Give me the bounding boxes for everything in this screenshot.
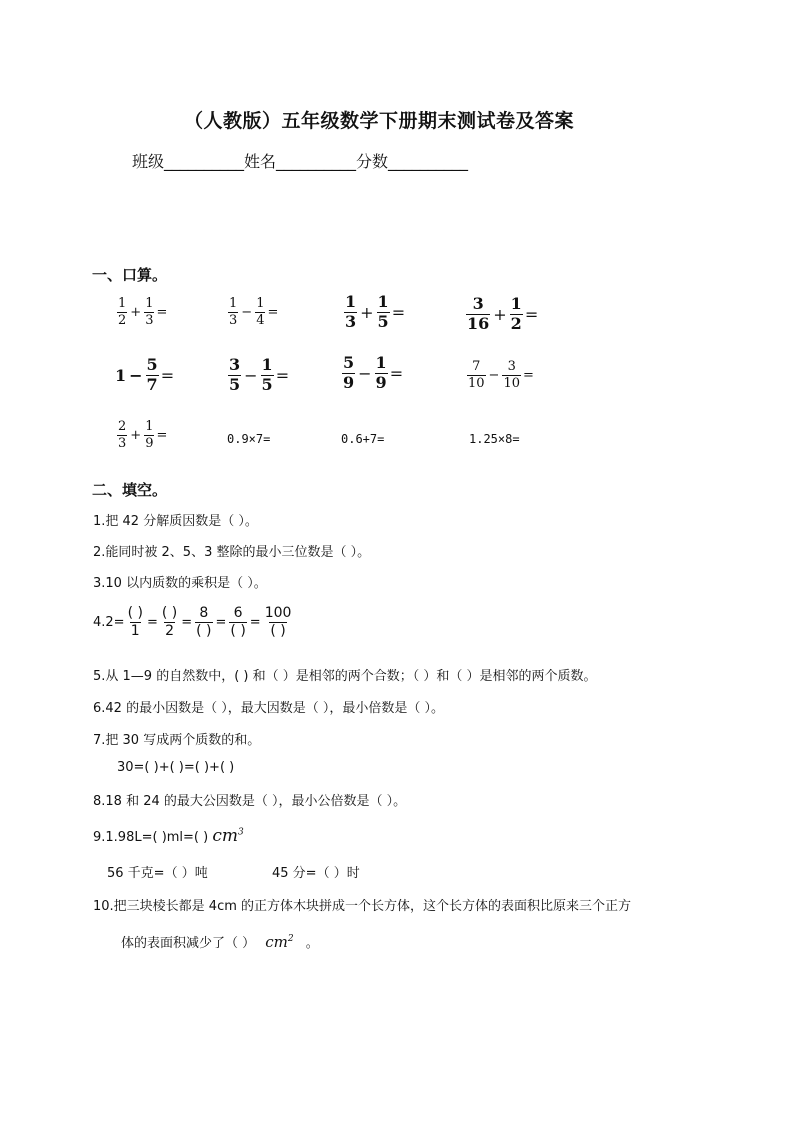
numerator: 8 (199, 605, 209, 621)
fraction (264, 606, 293, 638)
question-5: 5.从 1—9 的自然数中，( ) 和（ ）是相邻的两个合数；（ ）和（ ）是相邻的两个质数。 (93, 669, 597, 684)
question-7: 7.把 30 写成两个质数的和。 (93, 733, 261, 748)
operator: + (130, 427, 142, 443)
fraction (510, 296, 523, 333)
unit-exponent: 3 (238, 827, 244, 838)
numerator: 2 (118, 419, 127, 434)
fraction (127, 606, 144, 638)
question-6: 6.42 的最小因数是（ ），最大因数是（ ），最小倍数是（ ）。 (93, 701, 444, 716)
denominator: 10 (468, 375, 485, 391)
denominator: 3 (145, 312, 154, 328)
unit-cubic-cm (212, 826, 243, 846)
numerator: 100 (264, 605, 292, 621)
fraction (161, 606, 178, 638)
denominator: 3 (229, 312, 238, 328)
equals-sign: = (523, 367, 534, 383)
fraction (377, 294, 390, 331)
equals-sign: = (275, 365, 290, 385)
question-10-end: 。 (305, 936, 319, 951)
question-10-line-1: 10.把三块棱长都是 4cm 的正方体木块拼成一个长方体，这个长方体的表面积比原来三个正方 (93, 899, 632, 914)
question-10-text: 体的表面积减少了（ ） (121, 936, 256, 951)
denominator: 9 (145, 435, 154, 451)
fraction (261, 357, 274, 394)
numerator: 7 (472, 359, 481, 374)
question-10-line-2 (121, 932, 319, 951)
question-1: 1.把 42 分解质因数是（ ）。 (93, 514, 258, 529)
mental-math-item (228, 297, 278, 327)
section-heading-fill-blanks: 二、填空。 (92, 481, 168, 499)
denominator: 7 (146, 374, 158, 394)
question-3: 3.10 以内质数的乘积是（ ）。 (93, 576, 267, 591)
denominator: ( ) (270, 622, 286, 639)
page-title: （人教版）五年级数学下册期末测试卷及答案 (184, 110, 575, 132)
numerator: 3 (507, 359, 516, 374)
operator: + (360, 302, 374, 322)
fraction (228, 357, 241, 394)
numerator: 1 (118, 296, 127, 311)
fraction (144, 297, 154, 327)
question-9-line-2b: 45 分=（ ）时 (272, 866, 360, 881)
denominator: 3 (345, 311, 357, 331)
denominator: 1 (130, 622, 140, 639)
fraction (146, 357, 159, 394)
unit-square-cm (265, 933, 293, 951)
denominator: 5 (261, 374, 273, 394)
numerator: 1 (345, 292, 357, 311)
numerator: 3 (472, 294, 484, 313)
fraction (467, 360, 486, 390)
mental-math-item (466, 296, 538, 333)
numerator: 1 (510, 294, 522, 313)
denominator: 5 (377, 311, 389, 331)
operator: − (241, 304, 253, 320)
operator: + (130, 304, 142, 320)
fraction (344, 294, 357, 331)
mental-math-item: 0.6+7= (341, 432, 385, 446)
mental-math-item (342, 355, 403, 392)
denominator: 9 (375, 372, 387, 392)
denominator: 2 (510, 313, 522, 333)
denominator: ( ) (196, 622, 212, 639)
equals-sign: = (267, 304, 279, 320)
numerator: 1 (145, 419, 154, 434)
unit-text: cm (265, 933, 288, 951)
denominator: 3 (118, 435, 127, 451)
operator: − (488, 367, 500, 383)
mental-math-item (228, 357, 289, 394)
numerator: ( ) (127, 605, 143, 621)
equals-sign: = (391, 302, 406, 322)
operator: − (358, 363, 372, 383)
equals-sign: = (389, 363, 404, 383)
fraction (117, 297, 127, 327)
mental-math-item (117, 420, 167, 450)
fraction (342, 355, 355, 392)
numerator: 1 (229, 296, 238, 311)
denominator: 10 (503, 375, 520, 391)
denominator: ( ) (230, 622, 246, 639)
fraction (375, 355, 388, 392)
denominator: 4 (256, 312, 265, 328)
whole-number: 1 (115, 365, 127, 385)
numerator: 1 (377, 292, 389, 311)
fraction (195, 606, 212, 638)
denominator: 5 (229, 374, 241, 394)
denominator: 16 (467, 313, 490, 333)
equals-sign: = (524, 304, 539, 324)
unit-text: cm (212, 826, 239, 846)
fraction (117, 420, 127, 450)
question-9-line-2a: 56 千克=（ ）吨 (107, 866, 208, 881)
denominator: 2 (165, 622, 174, 639)
fraction (466, 296, 490, 333)
equals-sign: = (146, 614, 158, 630)
section-heading-mental-math: 一、口算。 (92, 266, 168, 284)
fraction (144, 420, 154, 450)
mental-math-item: 1.25×8= (469, 432, 520, 446)
mental-math-item (115, 357, 174, 394)
numerator: 5 (343, 353, 355, 372)
question-9 (93, 826, 244, 846)
fraction (502, 360, 521, 390)
question-7-answer-line: 30=( )+( )=( )+( ) (117, 760, 235, 775)
mental-math-item: 0.9×7= (227, 432, 271, 446)
equals-sign: = (181, 614, 193, 630)
question-4 (93, 606, 292, 638)
equals-sign: = (215, 614, 227, 630)
numerator: 6 (233, 605, 243, 621)
mental-math-item (467, 360, 534, 390)
operator: − (129, 365, 143, 385)
numerator: 1 (145, 296, 154, 311)
numerator: ( ) (161, 605, 178, 621)
numerator: 1 (256, 296, 265, 311)
equals-sign: = (156, 427, 168, 443)
equals-sign: = (160, 365, 175, 385)
denominator: 2 (118, 312, 127, 328)
unit-exponent: 2 (287, 934, 294, 944)
equals-sign: = (156, 304, 168, 320)
denominator: 9 (343, 372, 355, 392)
fraction (255, 297, 265, 327)
equals-sign: = (249, 614, 261, 630)
mental-math-item (117, 297, 167, 327)
student-info-line: 班级__________姓名__________分数__________ (132, 152, 469, 171)
numerator: 1 (261, 355, 273, 374)
fraction (228, 297, 238, 327)
question-9-text: 9.1.98L=( )ml=( ) (93, 830, 209, 845)
numerator: 1 (375, 353, 387, 372)
mental-math-item (344, 294, 405, 331)
operator: − (244, 365, 258, 385)
fraction (229, 606, 246, 638)
question-8: 8.18 和 24 的最大公因数是（ ），最小公倍数是（ ）。 (93, 794, 407, 809)
numerator: 5 (146, 355, 158, 374)
numerator: 3 (229, 355, 241, 374)
question-2: 2.能同时被 2、5、3 整除的最小三位数是（ ）。 (93, 545, 371, 560)
question-4-prefix: 4.2= (93, 614, 125, 630)
operator: + (493, 304, 507, 324)
